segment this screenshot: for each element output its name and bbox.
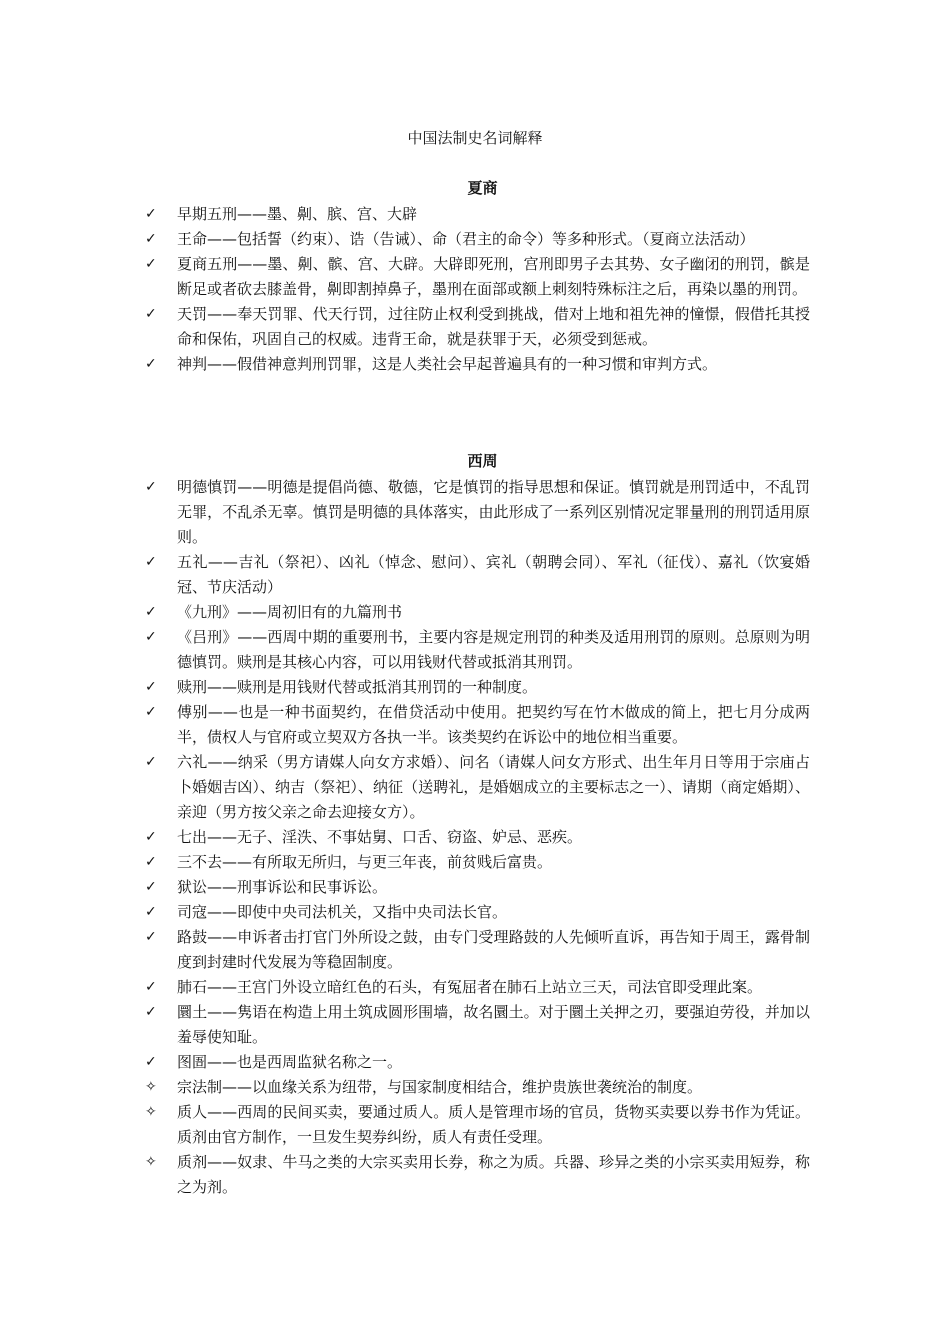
checkmark-icon: ✓	[145, 306, 157, 322]
checkmark-icon: ✓	[145, 231, 157, 247]
list-item	[145, 1150, 810, 1200]
list-item	[145, 475, 810, 550]
list-item	[145, 675, 810, 700]
entry-text: 司寇——即使中央司法机关，又指中央司法长官。	[177, 903, 508, 921]
checkmark-icon: ✓	[145, 754, 157, 770]
list-item	[145, 975, 810, 1000]
list-item	[145, 1075, 810, 1100]
entry-text: 赎刑——赎刑是用钱财代替或抵消其刑罚的一种制度。	[177, 678, 538, 696]
list-item	[145, 625, 810, 675]
section-title: 夏商	[467, 179, 498, 197]
list-item	[145, 1050, 810, 1075]
checkmark-icon: ✓	[145, 854, 157, 870]
entry-list	[145, 475, 810, 1200]
list-item	[145, 1000, 810, 1050]
entry-text: 三不去——有所取无所归，与更三年丧，前贫贱后富贵。	[177, 853, 553, 871]
star-icon: ✧	[145, 1154, 157, 1170]
entry-text: 六礼——纳采（男方请媒人向女方求婚）、问名（请媒人问女方形式、出生年月日等用于宗庙占卜婚姻吉凶）、纳吉（祭祀）、纳征（送聘礼，是婚姻成立的主要标志之一）、请期（商定婚期）、亲迎（男方按父亲之命去迎接女方）。	[177, 753, 810, 821]
entry-text: 五礼——吉礼（祭祀）、凶礼（悼念、慰问）、宾礼（朝聘会同）、军礼（征伐）、嘉礼（饮宴婚冠、节庆活动）	[177, 553, 810, 596]
star-icon: ✧	[145, 1104, 157, 1120]
entry-text: 图圄——也是西周监狱名称之一。	[177, 1053, 403, 1071]
checkmark-icon: ✓	[145, 979, 157, 995]
checkmark-icon: ✓	[145, 479, 157, 495]
list-item	[145, 202, 810, 227]
list-item	[145, 600, 810, 625]
entry-text: 《九刑》——周初旧有的九篇刑书	[177, 603, 403, 621]
list-item	[145, 700, 810, 750]
checkmark-icon: ✓	[145, 679, 157, 695]
entry-text: 质剂——奴隶、牛马之类的大宗买卖用长券，称之为质。兵器、珍异之类的小宗买卖用短券，称之为剂。	[177, 1153, 810, 1196]
list-item	[145, 1100, 810, 1150]
entry-text: 《吕刑》——西周中期的重要刑书，主要内容是规定刑罚的种类及适用刑罚的原则。总原则为明德慎罚。赎刑是其核心内容，可以用钱财代替或抵消其刑罚。	[177, 628, 810, 671]
entry-text: 早期五刑——墨、劓、膑、宫、大辟	[177, 205, 418, 223]
entry-text: 狱讼——刑事诉讼和民事诉讼。	[177, 878, 388, 896]
checkmark-icon: ✓	[145, 604, 157, 620]
entry-text: 宗法制——以血缘关系为纽带，与国家制度相结合，维护贵族世袭统治的制度。	[177, 1078, 703, 1096]
checkmark-icon: ✓	[145, 904, 157, 920]
list-item	[145, 875, 810, 900]
entry-text: 傅别——也是一种书面契约，在借贷活动中使用。把契约写在竹木做成的简上，把七月分成两半，债权人与官府或立契双方各执一半。该类契约在诉讼中的地位相当重要。	[177, 703, 810, 746]
entry-list	[145, 202, 810, 377]
checkmark-icon: ✓	[145, 356, 157, 372]
entry-text: 王命——包括誓（约束）、诰（告诫）、命（君主的命令）等多种形式。（夏商立法活动）	[177, 230, 755, 248]
list-item	[145, 750, 810, 825]
list-item	[145, 900, 810, 925]
checkmark-icon: ✓	[145, 704, 157, 720]
section-xia-shang	[145, 178, 810, 377]
entry-text: 天罚——奉天罚罪、代天行罚，过往防止权利受到挑战，借对上地和祖先神的憧憬，假借托其授命和保佑，巩固自己的权威。违背王命，就是获罪于天，必须受到惩戒。	[177, 305, 810, 348]
star-icon: ✧	[145, 1079, 157, 1095]
list-item	[145, 925, 810, 975]
checkmark-icon: ✓	[145, 829, 157, 845]
list-item	[145, 227, 810, 252]
list-item	[145, 352, 810, 377]
checkmark-icon: ✓	[145, 206, 157, 222]
list-item	[145, 252, 810, 302]
checkmark-icon: ✓	[145, 879, 157, 895]
entry-text: 肺石——王宫门外设立暗红色的石头，有冤屈者在肺石上站立三天，司法官即受理此案。	[177, 978, 763, 996]
checkmark-icon: ✓	[145, 929, 157, 945]
entry-text: 七出——无子、淫泆、不事姑舅、口舌、窃盗、妒忌、恶疾。	[177, 828, 583, 846]
entry-text: 神判——假借神意判刑罚罪，这是人类社会早起普遍具有的一种习惯和审判方式。	[177, 355, 718, 373]
entry-text: 质人——西周的民间买卖，要通过质人。质人是管理市场的官员，货物买卖要以券书作为凭证。质剂由官方制作，一旦发生契券纠纷，质人有责任受理。	[177, 1103, 810, 1146]
document-title: 中国法制史名词解释	[407, 129, 543, 147]
section-xi-zhou	[145, 451, 810, 1200]
list-item	[145, 302, 810, 352]
section-title: 西周	[467, 452, 498, 470]
checkmark-icon: ✓	[145, 1054, 157, 1070]
checkmark-icon: ✓	[145, 629, 157, 645]
list-item	[145, 850, 810, 875]
entry-text: 明德慎罚——明德是提倡尚德、敬德，它是慎罚的指导思想和保证。慎罚就是刑罚适中，不乱罚无罪，不乱杀无辜。慎罚是明德的具体落实，由此形成了一系列区别情况定罪量刑的刑罚适用原则。	[177, 478, 810, 546]
entry-text: 路鼓——申诉者击打官门外所设之鼓，由专门受理路鼓的人先倾听直诉，再告知于周王，露骨制度到封建时代发展为等稳固制度。	[177, 928, 810, 971]
checkmark-icon: ✓	[145, 256, 157, 272]
list-item	[145, 550, 810, 600]
entry-text: 夏商五刑——墨、劓、髌、宫、大辟。大辟即死刑，宫刑即男子去其势、女子幽闭的刑罚，髌是断足或者砍去膝盖骨，劓即割掉鼻子，墨刑在面部或额上刺刻特殊标注之后，再染以墨的刑罚。	[177, 255, 810, 298]
entry-text: 圜土——隽语在构造上用土筑成圆形围墙，故名圜土。对于圜土关押之刃，要强迫劳役，并加以羞辱使知耻。	[177, 1003, 810, 1046]
checkmark-icon: ✓	[145, 554, 157, 570]
checkmark-icon: ✓	[145, 1004, 157, 1020]
list-item	[145, 825, 810, 850]
